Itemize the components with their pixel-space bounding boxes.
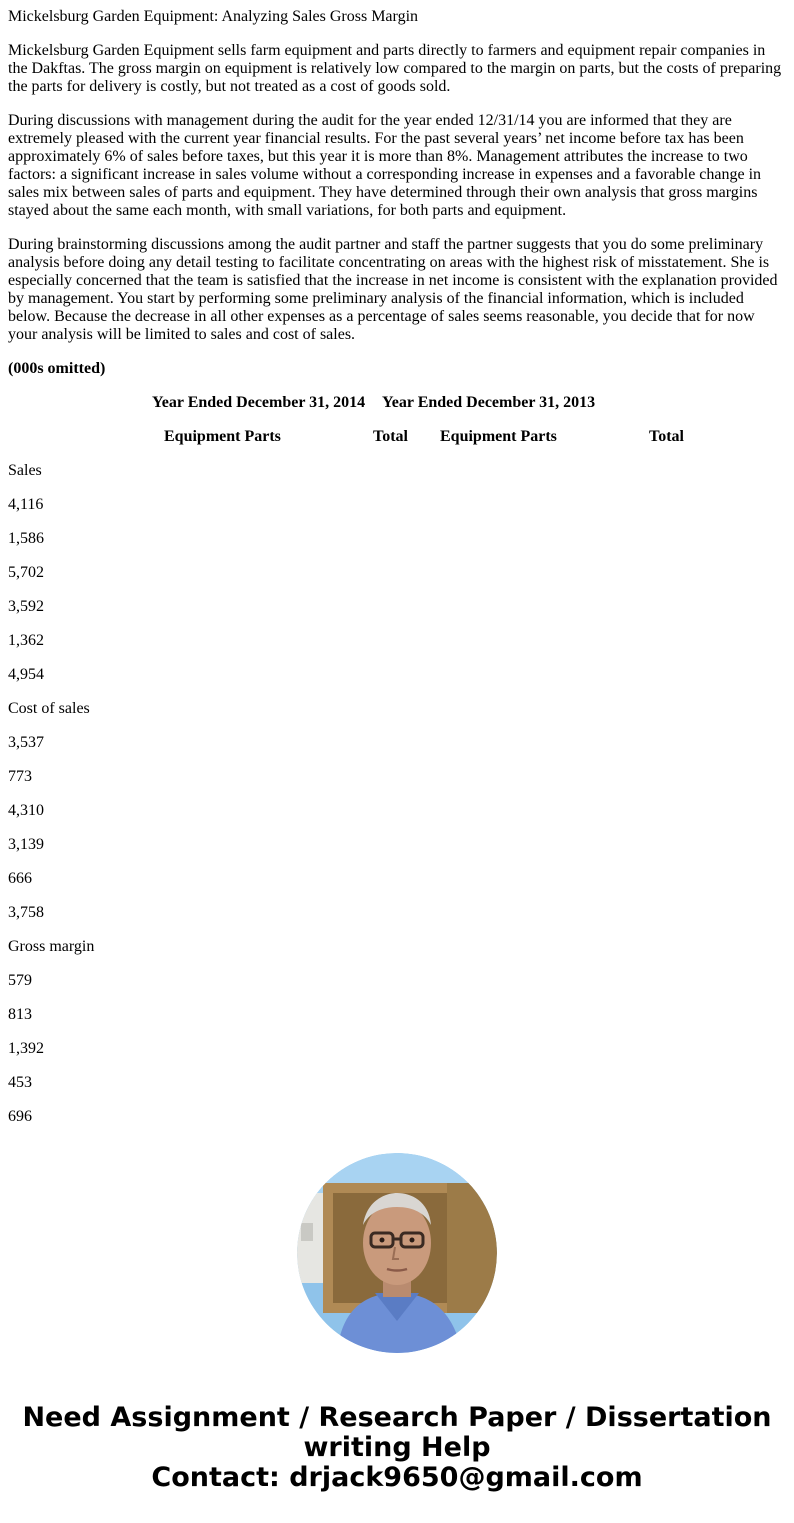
table-cell: 4,954 (8, 666, 44, 683)
table-cell: 1,362 (8, 632, 44, 649)
paragraph-intro: Mickelsburg Garden Equipment sells farm equipment and parts directly to farmers and equipment repair companies in the Dakftas. The gross margin on equipment is relatively low compared to the margin on parts, but the costs of preparing the parts for delivery is costly, but not treated as a cost of goods sold. (8, 42, 782, 95)
table-cell: 3,537 (8, 734, 44, 751)
table-cell: 3,758 (8, 904, 44, 921)
col-header-equipment-parts-2013: Equipment Parts (440, 428, 557, 445)
table-cell: 5,702 (8, 564, 44, 581)
table-row-cost-of-sales (8, 700, 786, 922)
avatar-portrait-image (297, 1153, 497, 1353)
row-label: Cost of sales (8, 700, 90, 717)
table-row-gross-margin (8, 938, 786, 1126)
table-cell: 696 (8, 1108, 32, 1125)
row-label: Gross margin (8, 938, 95, 955)
footer-contact-line: Contact: drjack9650@gmail.com (151, 1462, 643, 1493)
col-header-equipment-parts-2014: Equipment Parts (164, 428, 281, 445)
paragraph-management: During discussions with management during the audit for the year ended 12/31/14 you are informed that they are extremely pleased with the current year financial results. For the past several years’ net income before tax has been approximately 6% of sales before taxes, but this year it is more than 8%. Management attributes the increase to two factors: a significant increase in sales volume without a corresponding increase in expenses and a favorable change in sales mix between sales of parts and equipment. They have determined through their own analysis that gross margins stayed about the same each month, with small variations, for both parts and equipment. (8, 112, 762, 219)
table-cell: 453 (8, 1074, 32, 1091)
table-cell: 3,139 (8, 836, 44, 853)
period-2014-header: Year Ended December 31, 2014 (152, 394, 366, 411)
document-title: Mickelsburg Garden Equipment: Analyzing Sales Gross Margin (8, 8, 419, 25)
table-cell: 4,116 (8, 496, 44, 513)
col-header-total-2013: Total (649, 428, 684, 445)
table-column-header (8, 428, 786, 446)
footer-contact-banner (0, 1403, 794, 1493)
table-cell: 773 (8, 768, 32, 785)
table-cell: 1,392 (8, 1040, 44, 1057)
table-period-header (8, 394, 786, 412)
footer-line-2: writing Help (303, 1432, 491, 1463)
period-2013-header: Year Ended December 31, 2013 (382, 394, 596, 411)
table-cell: 813 (8, 1006, 32, 1023)
paragraph-brainstorming: During brainstorming discussions among the audit partner and staff the partner suggests that you do some preliminary analysis before doing any detail testing to facilitate concentrating on areas with the highest risk of misstatement. She is especially concerned that the team is satisfied that the increase in net income is consistent with the explanation provided by management. You start by performing some preliminary analysis of the financial information, which is included below. Because the decrease in all other expenses as a percentage of sales seems reasonable, you decide that for now your analysis will be limited to sales and cost of sales. (8, 236, 778, 343)
table-cell: 3,592 (8, 598, 44, 615)
col-header-total-2014: Total (373, 428, 408, 445)
table-row-sales (8, 462, 786, 684)
footer-line-1: Need Assignment / Research Paper / Dissertation (22, 1402, 772, 1433)
table-cell: 4,310 (8, 802, 44, 819)
table-cell: 1,586 (8, 530, 44, 547)
document-body (8, 8, 786, 1142)
row-label: Sales (8, 462, 42, 479)
units-note: (000s omitted) (8, 360, 106, 377)
table-cell: 666 (8, 870, 32, 887)
avatar (297, 1153, 497, 1353)
table-cell: 579 (8, 972, 32, 989)
